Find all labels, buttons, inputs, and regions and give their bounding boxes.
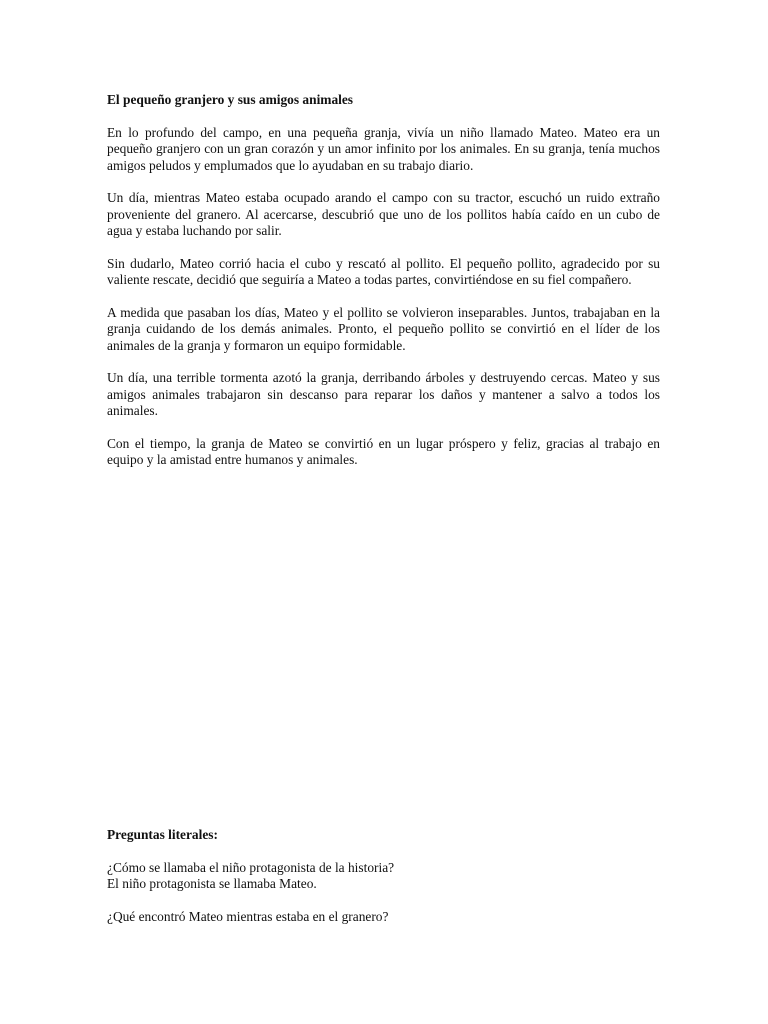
question-text: ¿Cómo se llamaba el niño protagonista de la historia? <box>107 859 395 875</box>
story-paragraph-1: En lo profundo del campo, en una pequeña granja, vivía un niño llamado Mateo. Mateo era un pequeño granjero con un gran corazón y un amor infinito por los animales. En su granja, tenía muchos amigos peludos y emplumados que lo ayudaban en su trabajo diario. <box>107 124 660 173</box>
story-paragraph-5: Un día, una terrible tormenta azotó la granja, derribando árboles y destruyendo cercas. Mateo y sus amigos animales trabajaron sin descanso para reparar los daños y mantener a salvo a todos los animales. <box>107 370 660 418</box>
story-paragraph-4: A medida que pasaban los días, Mateo y el pollito se volvieron inseparables. Juntos, trabajaban en la granja cuidando de los demás animales. Pronto, el pequeño pollito se convirtió en el líder de los animales de la granja y formaron un equipo formidable. <box>107 304 660 353</box>
story-paragraph-3: Sin dudarlo, Mateo corrió hacia el cubo y rescató al pollito. El pequeño pollito, agradecido por su valiente rescate, decidió que seguiría a Mateo a todas partes, convirtiéndose en su fiel compañero. <box>107 255 660 287</box>
questions-heading: Preguntas literales: <box>107 827 218 842</box>
story-paragraph-2: Un día, mientras Mateo estaba ocupado arando el campo con su tractor, escuchó un ruido extraño proveniente del granero. Al acercarse, descubrió que uno de los pollitos había caído en un cubo de agua y estaba luchando por salir. <box>107 190 660 238</box>
question-block-2 <box>107 909 660 926</box>
story-section <box>107 92 660 485</box>
answer-text: El niño protagonista se llamaba Mateo. <box>107 876 317 891</box>
question-block-1 <box>107 860 660 893</box>
questions-section <box>107 827 660 941</box>
story-title: El pequeño granjero y sus amigos animales <box>107 92 354 107</box>
story-paragraph-6: Con el tiempo, la granja de Mateo se convirtió en un lugar próspero y feliz, gracias al trabajo en equipo y la amistad entre humanos y animales. <box>107 435 660 467</box>
question-text: ¿Qué encontró Mateo mientras estaba en el granero? <box>107 908 389 924</box>
